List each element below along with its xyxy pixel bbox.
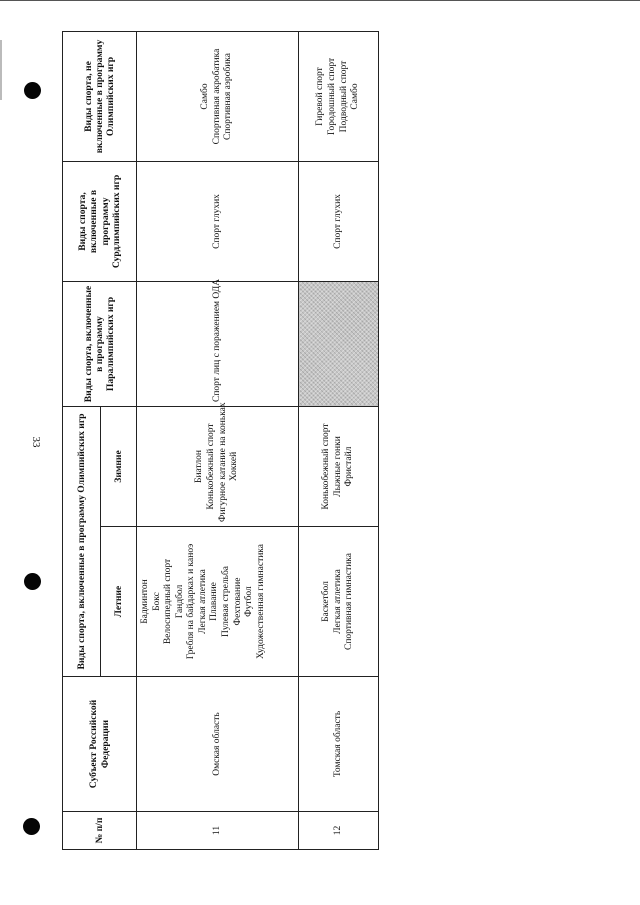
sport-item: Фехтование bbox=[232, 577, 243, 626]
sport-item: Спортивная аэробика bbox=[223, 53, 234, 140]
scan-edge-mark bbox=[0, 40, 2, 100]
table-row bbox=[299, 32, 379, 850]
header-olympic-group: Виды спорта, включенные в программу Олимпийских игр bbox=[63, 407, 101, 677]
cell-num: 11 bbox=[137, 812, 299, 850]
sport-item: Конькобежный спорт bbox=[205, 423, 216, 510]
sport-item: Фигурное катание на коньках bbox=[217, 402, 228, 522]
sport-item: Художественная гимнастика bbox=[255, 544, 266, 659]
page-number: 33 bbox=[30, 436, 42, 448]
sport-item: Спорт глухих bbox=[332, 194, 343, 249]
sports-table bbox=[62, 31, 379, 850]
sport-item: Гребля на байдарках и каноэ bbox=[186, 543, 197, 660]
sport-item: Спорт лиц с поражением ОДА bbox=[211, 278, 222, 402]
cell-subject: Омская область bbox=[137, 677, 299, 812]
sport-item: Легкая атлетика bbox=[332, 569, 343, 634]
sport-item: Городошный спорт bbox=[326, 57, 337, 136]
binder-hole bbox=[24, 573, 41, 590]
rotated-table-container bbox=[62, 32, 378, 850]
cell-subject: Томская область bbox=[299, 677, 379, 812]
sport-item: Конькобежный спорт bbox=[321, 423, 332, 510]
sport-item: Спортивная гимнастика bbox=[344, 553, 355, 650]
sport-item: Плавание bbox=[209, 582, 220, 621]
sport-item: Фристайл bbox=[344, 446, 355, 487]
cell-deaflympic bbox=[137, 162, 299, 282]
cell-paralympic bbox=[137, 278, 299, 407]
header-subject: Субъект Российской Федерации bbox=[63, 677, 137, 812]
header-num: № п/п bbox=[63, 812, 137, 850]
cell-num: 12 bbox=[299, 812, 379, 850]
sport-item: Гиревой спорт bbox=[315, 67, 326, 126]
binder-hole bbox=[23, 818, 40, 835]
sport-item: Футбол bbox=[244, 586, 255, 617]
cell-deaflympic bbox=[299, 162, 379, 282]
sport-item: Легкая атлетика bbox=[197, 569, 208, 634]
sport-item: Подводный спорт bbox=[338, 60, 349, 133]
header-summer: Летние bbox=[101, 527, 137, 677]
sport-item: Бадминтон bbox=[140, 579, 150, 624]
cell-winter bbox=[299, 407, 379, 527]
sport-item: Самбо bbox=[200, 83, 211, 110]
sport-item: Бокс bbox=[151, 592, 162, 611]
cell-paralympic-empty bbox=[299, 282, 379, 407]
header-non-olympic: Виды спорта, не включенные в программу Олимпийских игр bbox=[63, 32, 137, 162]
cell-non-olympic bbox=[299, 32, 379, 162]
cell-summer bbox=[137, 527, 299, 677]
binder-hole bbox=[24, 82, 41, 99]
sport-item: Лыжные гонки bbox=[332, 436, 343, 497]
sport-item: Спорт глухих bbox=[211, 194, 222, 249]
cell-summer bbox=[299, 527, 379, 677]
header-winter: Зимние bbox=[101, 407, 137, 527]
sport-item: Гандбол bbox=[174, 584, 185, 619]
header-deaflympic: Виды спорта, включенные в программу Сурдлимпийских игр bbox=[63, 162, 137, 282]
sport-item: Спортивная акробатика bbox=[211, 48, 222, 145]
cell-winter bbox=[137, 402, 299, 527]
page-top-edge bbox=[0, 0, 640, 1]
header-paralympic: Виды спорта, включенные в программу Паралимпийских игр bbox=[63, 282, 137, 407]
table-row bbox=[137, 32, 299, 850]
sport-item: Самбо bbox=[350, 83, 361, 110]
sport-item: Хоккей bbox=[229, 451, 240, 482]
cell-non-olympic bbox=[137, 32, 299, 162]
sport-item: Пулевая стрельба bbox=[221, 565, 232, 638]
sport-item: Велосипедный спорт bbox=[163, 558, 174, 645]
sport-item: Баскетбол bbox=[321, 581, 332, 622]
sport-item: Биатлон bbox=[194, 450, 205, 483]
